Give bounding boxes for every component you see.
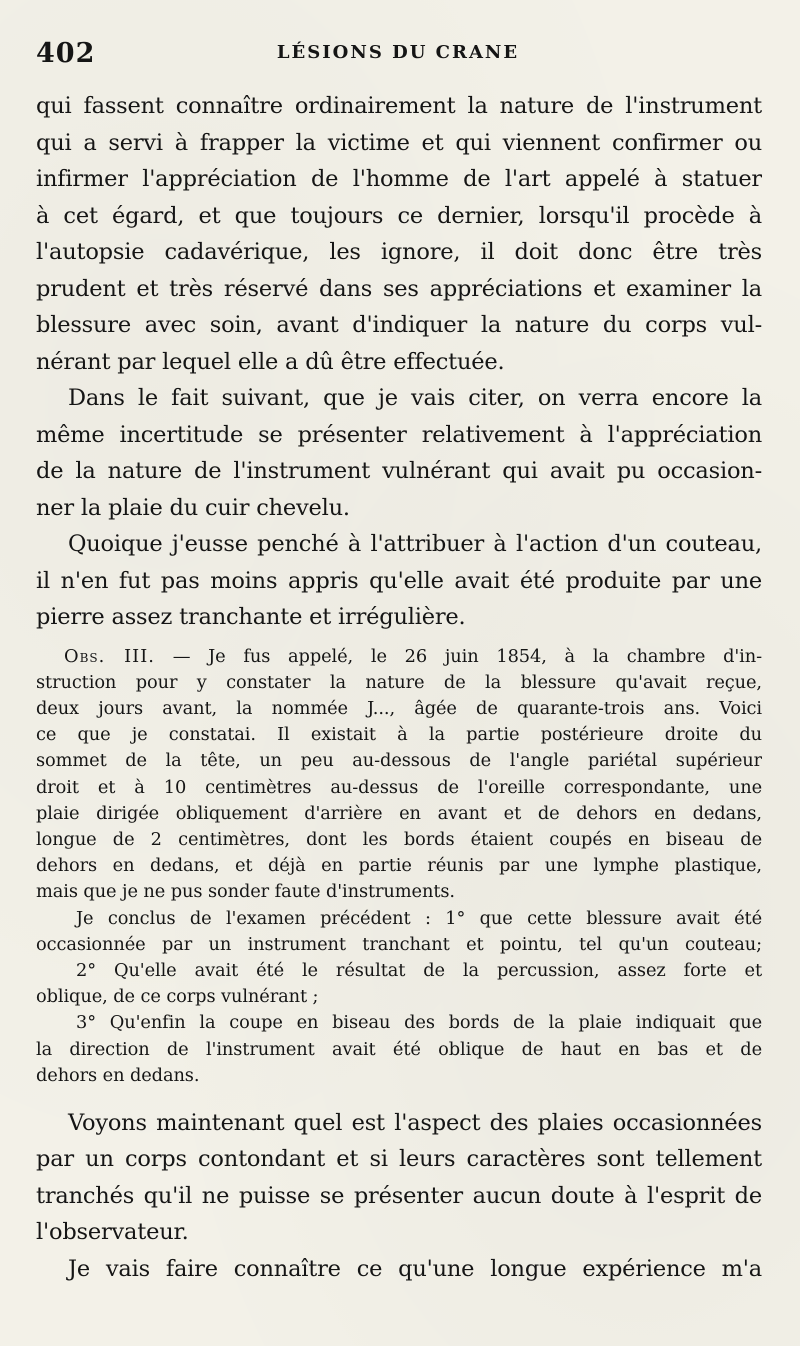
text-line: blessure avec soin, avant d'indiquer la nature du corps vul- [36,312,762,338]
text-line: tranchés qu'il ne puisse se présenter aucun doute à l'esprit de [36,1182,762,1209]
observation-first-line [36,644,762,670]
text-line: à cet égard, et que toujours ce dernier, lorsqu'il procède à [36,202,762,229]
text-line: occasionnée par un instrument tranchant et pointu, tel qu'un couteau; [36,933,762,955]
paragraph-4 [36,1105,762,1251]
text-line: droit et à 10 centimètres au-dessus de l'oreille correspondante, une [36,776,762,798]
page-number: 402 [36,38,96,69]
text-line: struction pour y constater la nature de la blessure qu'avait reçue, [36,671,762,693]
text-line: la direction de l'instrument avait été oblique de haut en bas et de [36,1038,762,1060]
paragraph-1 [36,88,762,380]
page-header [36,38,760,78]
paragraph-5 [36,1251,762,1288]
observation-block [36,644,762,1089]
text-line: nérant par lequel elle a dû être effectuée. [36,348,505,375]
text-line: même incertitude se présenter relativement à l'appréciation [36,421,762,448]
body-text [36,88,762,1287]
text-line: plaie dirigée obliquement d'arrière en avant et de dehors en dedans, [36,802,762,824]
text-line: il n'en fut pas moins appris qu'elle avait été produite par une [36,567,762,594]
text-line: mais que je ne pus sonder faute d'instruments. [36,881,455,903]
text-line: prudent et très réservé dans ses appréciations et examiner la [36,275,762,302]
observation-line-text: — Je fus appelé, le 26 juin 1854, à la chambre d'in- [172,645,762,667]
paragraph-2 [36,380,762,526]
text-line: ner la plaie du cuir chevelu. [36,494,350,521]
observation-label: Obs. III. [64,645,155,667]
text-line: Je conclus de l'examen précédent : 1° que cette blessure avait été [76,907,762,929]
text-line: qui a servi à frapper la victime et qui viennent confirmer ou [36,129,762,156]
text-line: l'observateur. [36,1219,189,1246]
text-line: sommet de la tête, un peu au-dessous de l'angle pariétal supérieur [36,750,762,772]
text-line: 2° Qu'elle avait été le résultat de la percussion, assez forte et [76,959,762,981]
paragraph-3 [36,526,762,636]
text-line: l'autopsie cadavérique, les ignore, il doit donc être très [36,239,762,265]
text-line: Dans le fait suivant, que je vais citer, on verra encore la [68,385,762,411]
text-line: Quoique j'eusse penché à l'attribuer à l'action d'un couteau, [68,531,762,557]
text-line: qui fassent connaître ordinairement la nature de l'instrument [36,93,762,119]
text-line: dehors en dedans, et déjà en partie réunis par une lymphe plastique, [36,855,762,877]
text-line: de la nature de l'instrument vulnérant qui avait pu occasion- [36,458,762,484]
text-line: ce que je constatai. Il existait à la partie postérieure droite du [36,724,762,746]
text-line: longue de 2 centimètres, dont les bords étaient coupés en biseau de [36,828,762,850]
running-title: LÉSIONS DU CRANE [276,42,520,63]
text-line: oblique, de ce corps vulnérant ; [36,986,319,1008]
text-line: par un corps contondant et si leurs caractères sont tellement [36,1146,762,1173]
text-line: Je vais faire connaître ce qu'une longue expérience m'a [68,1255,762,1282]
text-line: Voyons maintenant quel est l'aspect des plaies occasionnées [68,1109,762,1136]
text-line: pierre assez tranchante et irrégulière. [36,604,466,630]
text-line: deux jours avant, la nommée J..., âgée de quarante-trois ans. Voici [36,697,762,719]
text-line: infirmer l'appréciation de l'homme de l'art appelé à statuer [36,166,762,192]
text-line: dehors en dedans. [36,1064,200,1086]
text-line: 3° Qu'enfin la coupe en biseau des bords de la plaie indiquait que [76,1012,762,1034]
